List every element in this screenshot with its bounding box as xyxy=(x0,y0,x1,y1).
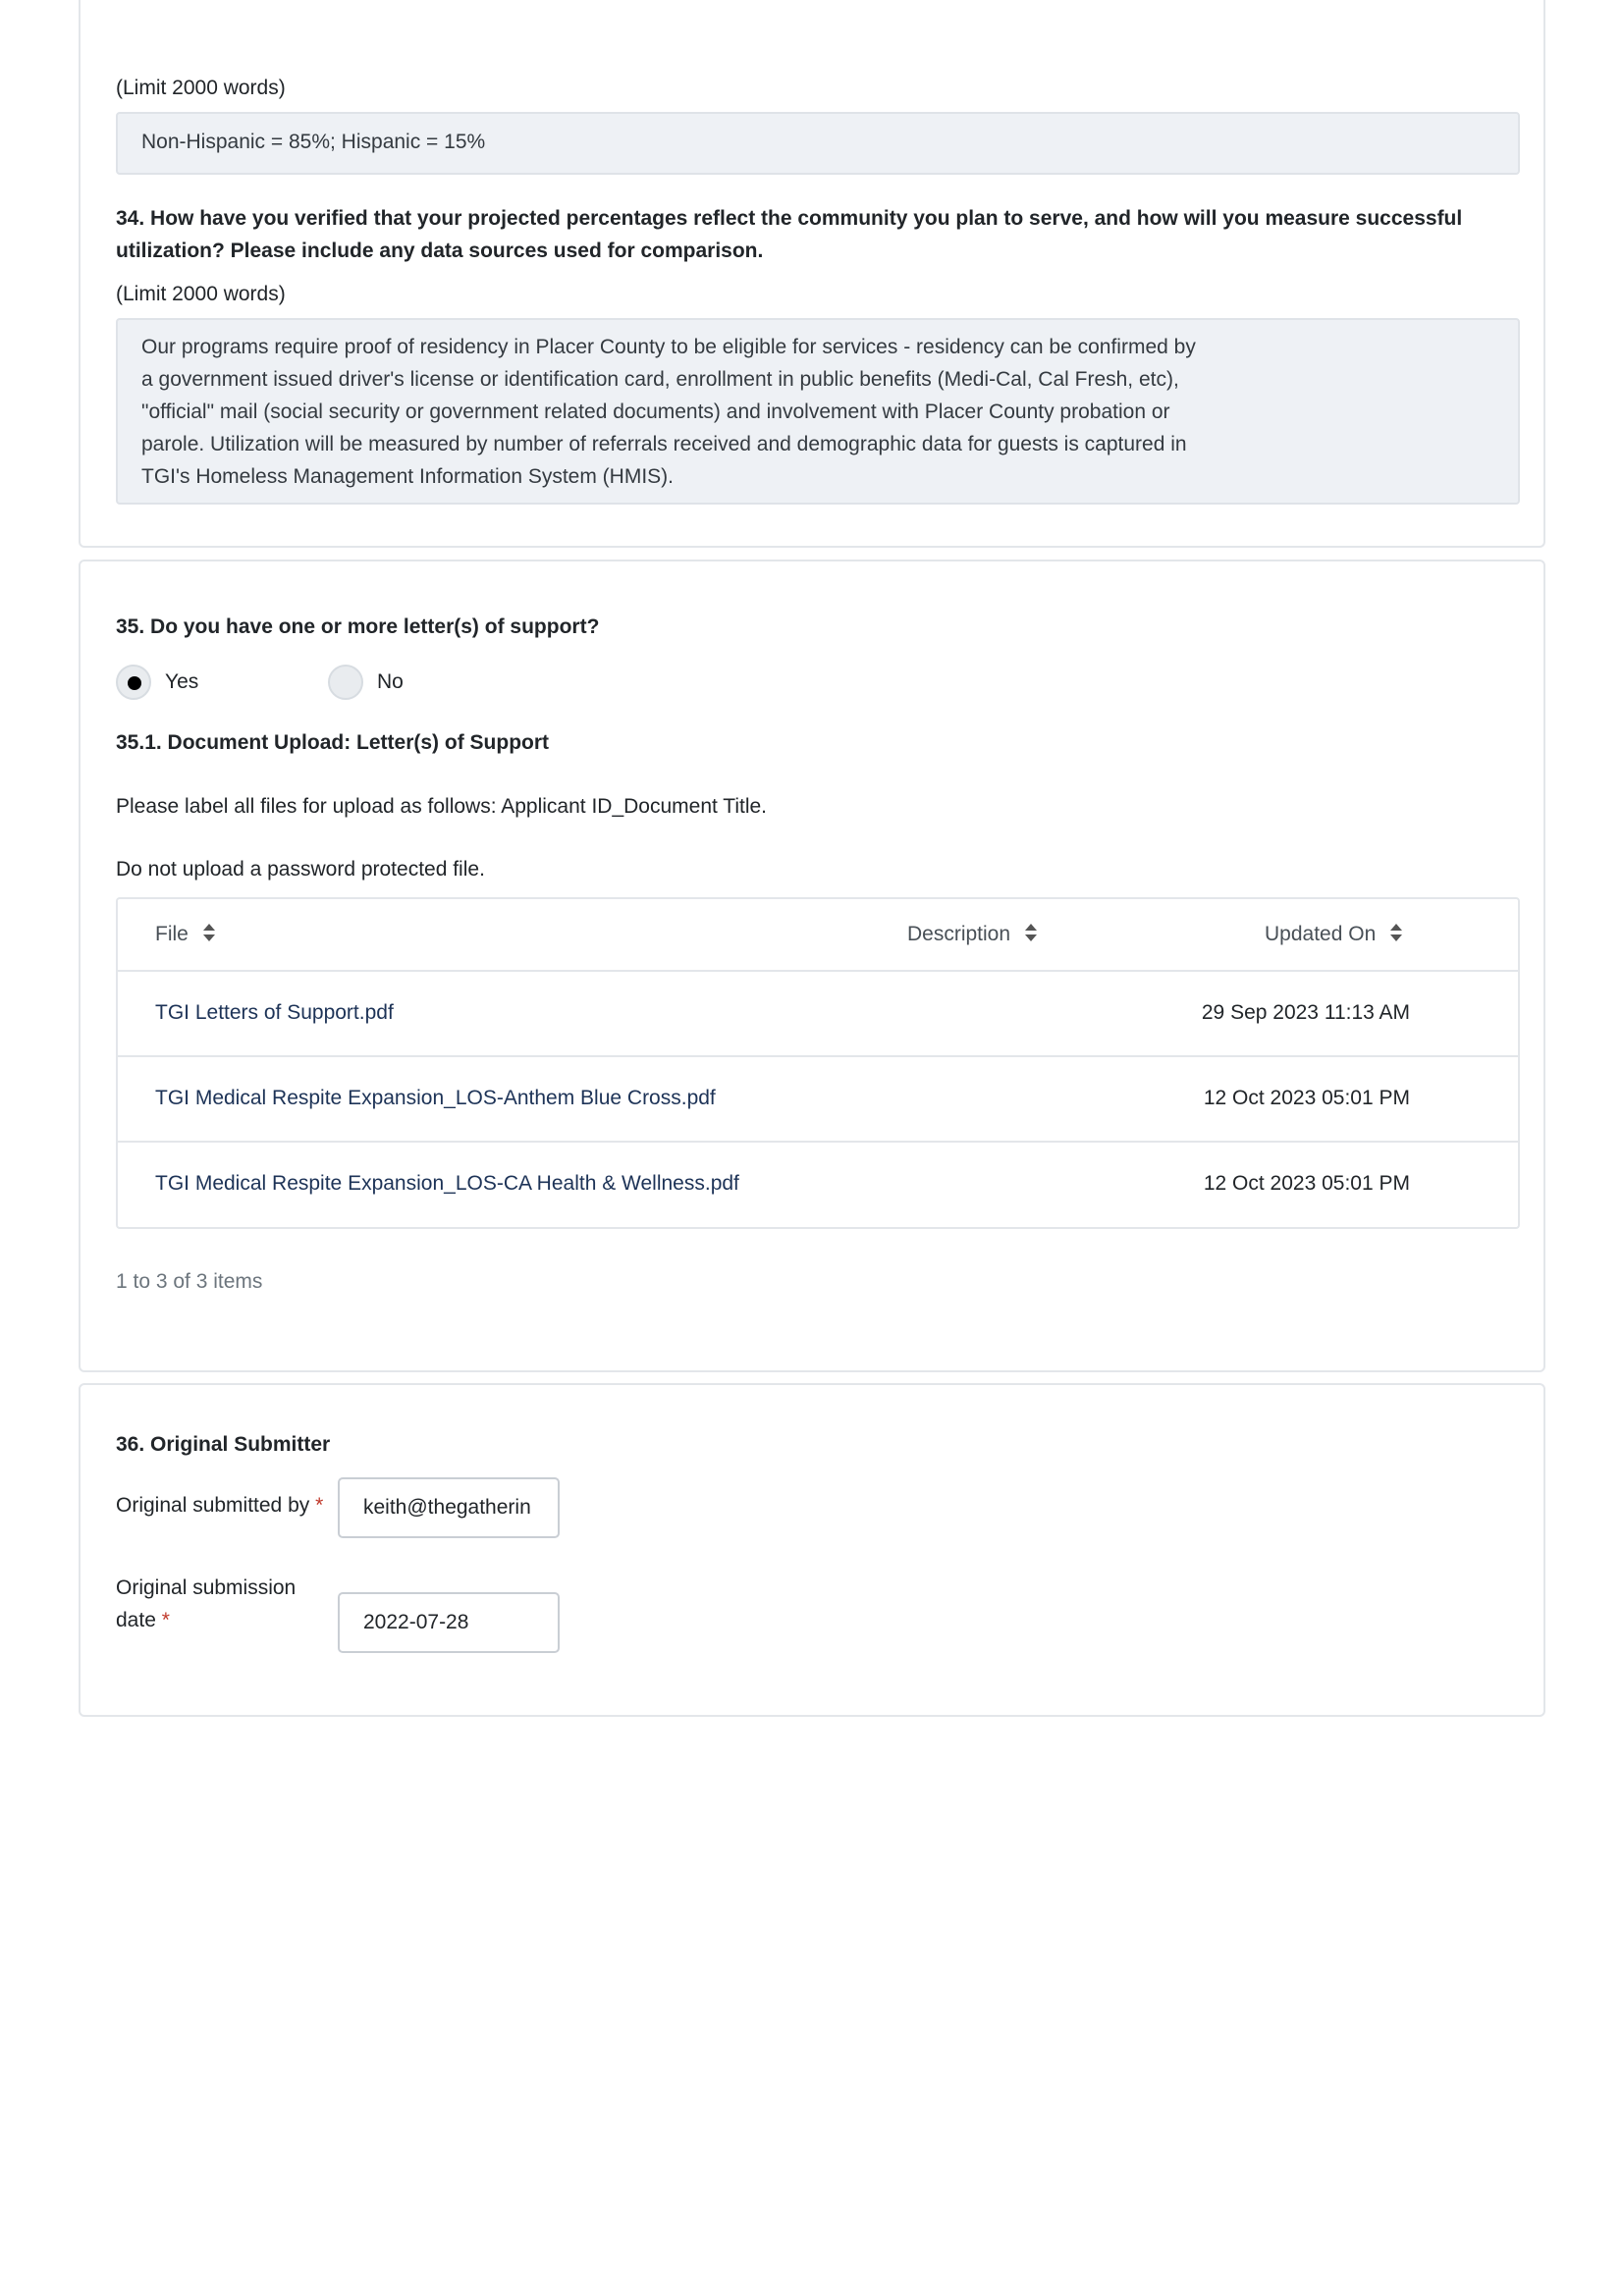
word-limit-label: (Limit 2000 words) xyxy=(116,283,286,305)
column-header-updated-on[interactable] xyxy=(1265,923,1403,946)
upload-warning: Do not upload a password protected file. xyxy=(116,858,485,881)
radio-yes-label[interactable]: Yes xyxy=(165,670,199,693)
submission-date-label-line2: date xyxy=(116,1609,156,1631)
question-35-title: 35. Do you have one or more letter(s) of support? xyxy=(116,615,600,638)
submission-date-input[interactable] xyxy=(338,1592,560,1653)
question-34-line1: 34. How have you verified that your projected percentages reflect the community you plan to serve, and how will you measure successful xyxy=(116,207,1463,230)
file-link[interactable]: TGI Letters of Support.pdf xyxy=(155,1001,394,1024)
updated-on-value: 29 Sep 2023 11:13 AM xyxy=(1201,1001,1410,1024)
file-link[interactable]: TGI Medical Respite Expansion_LOS-CA Health & Wellness.pdf xyxy=(155,1172,739,1195)
answer-34-line: a government issued driver's license or identification card, enrollment in public benefits (Medi-Cal, Cal Fresh, etc), xyxy=(141,368,1179,391)
updated-on-value: 12 Oct 2023 05:01 PM xyxy=(1203,1087,1410,1109)
upload-section-title: 35.1. Document Upload: Letter(s) of Support xyxy=(116,731,550,754)
answer-34-line: TGI's Homeless Management Information System (HMIS). xyxy=(141,465,675,488)
column-header-description-label: Description xyxy=(907,923,1011,945)
sort-icon[interactable] xyxy=(1389,923,1403,942)
updated-on-value: 12 Oct 2023 05:01 PM xyxy=(1203,1172,1410,1195)
answer-33-text: Non-Hispanic = 85%; Hispanic = 15% xyxy=(141,131,486,153)
answer-34-line: Our programs require proof of residency in Placer County to be eligible for services - residency can be confirmed by xyxy=(141,336,1196,358)
pagination-summary: 1 to 3 of 3 items xyxy=(116,1270,263,1293)
upload-instruction: Please label all files for upload as follows: Applicant ID_Document Title. xyxy=(116,795,768,818)
submitted-by-input[interactable] xyxy=(338,1477,560,1538)
submitted-by-label xyxy=(116,1489,323,1522)
support-letter-radio-group xyxy=(116,665,509,704)
submission-date-label xyxy=(116,1572,296,1636)
column-header-file[interactable] xyxy=(155,923,216,946)
radio-no[interactable] xyxy=(328,665,363,700)
uploaded-files-table xyxy=(116,897,1520,1229)
required-mark: * xyxy=(161,1609,170,1631)
radio-no-label[interactable]: No xyxy=(377,670,404,693)
answer-34-line: parole. Utilization will be measured by number of referrals received and demographic data for guests is captured in xyxy=(141,433,1187,455)
answer-33-textbox[interactable] xyxy=(116,112,1520,175)
column-header-description[interactable] xyxy=(907,923,1038,946)
radio-yes[interactable] xyxy=(116,665,151,700)
submitted-by-label-text: Original submitted by xyxy=(116,1494,310,1517)
question-card-35 xyxy=(79,560,1545,1372)
sort-icon[interactable] xyxy=(1024,923,1038,942)
column-header-file-label: File xyxy=(155,923,189,945)
sort-icon[interactable] xyxy=(202,923,216,942)
column-header-updated-on-label: Updated On xyxy=(1265,923,1377,945)
question-card-33-34 xyxy=(79,0,1545,548)
question-36-title: 36. Original Submitter xyxy=(116,1433,331,1456)
answer-34-textbox[interactable] xyxy=(116,318,1520,505)
row-divider xyxy=(118,970,1518,972)
word-limit-label: (Limit 2000 words) xyxy=(116,77,286,99)
answer-34-line: "official" mail (social security or government related documents) and involvement with Placer County probation or xyxy=(141,400,1170,423)
row-divider xyxy=(118,1141,1518,1143)
row-divider xyxy=(118,1055,1518,1057)
question-34-title xyxy=(116,202,1530,267)
required-mark: * xyxy=(315,1494,324,1517)
file-link[interactable]: TGI Medical Respite Expansion_LOS-Anthem Blue Cross.pdf xyxy=(155,1087,716,1109)
question-34-line2: utilization? Please include any data sources used for comparison. xyxy=(116,240,764,262)
submission-date-label-line1: Original submission xyxy=(116,1576,297,1599)
radio-selected-dot xyxy=(128,676,141,690)
question-card-36 xyxy=(79,1383,1545,1717)
